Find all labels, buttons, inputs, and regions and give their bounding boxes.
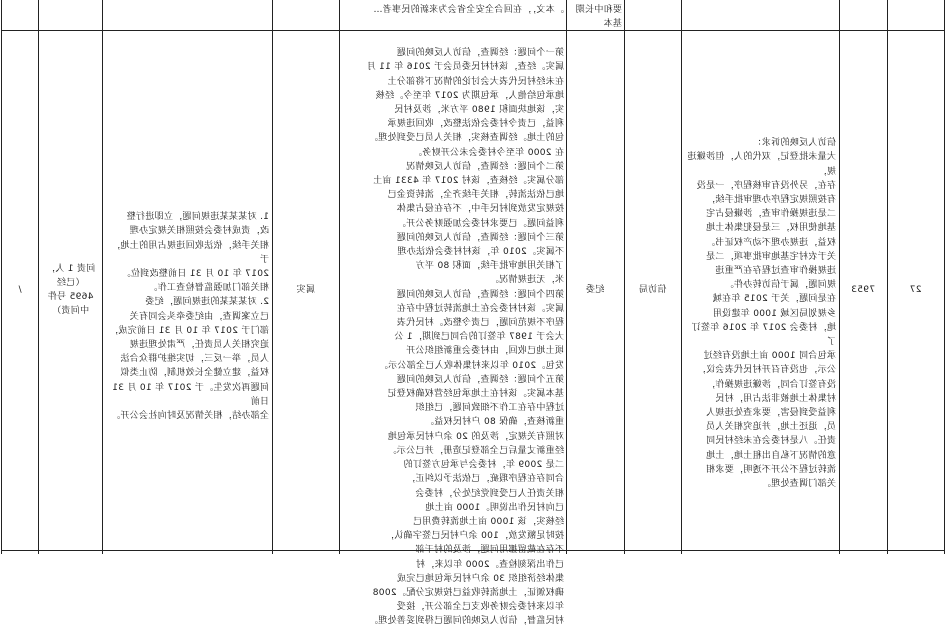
cell-measures: [106, 196, 269, 422]
case-code: 7953: [850, 284, 876, 295]
column-divider: [339, 0, 340, 554]
previous-row-fragment-right: 要和中长期基本: [575, 5, 622, 30]
cell-remark: [3, 32, 37, 548]
cell-result: [273, 32, 338, 548]
result-text: 属实: [296, 284, 315, 295]
column-divider: [102, 0, 103, 554]
cell-region: [625, 32, 680, 548]
previous-row-fragment: 。本文，，在回合全安全省会为来新的民事者…: [373, 5, 564, 15]
row-number: 27: [909, 284, 922, 295]
cell-accountability: [40, 32, 101, 548]
accountability-text: 问责 1 人， （已经 4695 号件 中问责）: [45, 263, 96, 317]
department-text: 纪委: [585, 284, 605, 295]
cell-complaint: [686, 122, 836, 490]
remark-text: /: [18, 284, 22, 295]
cell-row-number: [888, 32, 943, 548]
row-divider: [1, 30, 945, 31]
measures-text: 1. 对某某某违规问题，立即进行整 改，责成村委会按照相关规定办理 相关手续，依法收回违规占用的土地，于 2017 年 10 月 31 日前整改到位。 相关部门加强监督检查工作。 2. 对某某某的违规问题，纪委 已立案调查，由纪委牵头会同有关 部门于 2017 年 10 月 31 日前完成， 追究相关人员责任，严肃处理违规 人员，举一反三，切实维护群众合法 权益，建立健全长效机制，防止类似 问题再次发生。于 2017 年 10 月 31 日前 全部办结，相关情况及时向社会公开。: [108, 212, 269, 422]
cell-department: [567, 32, 623, 548]
region-text: 信访局: [638, 284, 667, 295]
cell-verification: [342, 32, 564, 627]
complaint-text: 信访人反映的诉求： 大量未批登记，双代的人，但涉嫌违规， 存在，另外没有审核程序，一是没 有按照规定程序办理审批手续， 二是违规操作审查，涉嫌侵占宅 基地使用权，三是侵犯集体土地 权益，违规办理不动产权证书。 关于农村宅基地审批事项，二是 违规操作审查过程存在严重违 规问题，属于信访转办件。 在是问题，关于 2015 年在城 乡规划局区域 1000 年建设用 地，村委会 2017 年 2016 年签订了 承包合同 1000 亩土地没有经过 公示，也没有召开村民代表会议， 没有签订合同，涉嫌违规操作， 村集体土地被非法占用，村民 利益受到侵害，要求查处违规人 员，退还土地，并追究相关人员 责任。八是村委会在未经村民同 意的情况下私自出租土地，土地 流转过程不公开不透明，要求相 关部门调查处理。: [687, 138, 836, 490]
cell-case-code: [840, 32, 886, 548]
previous-row-text: [568, 3, 622, 30]
table-border: [1, 0, 2, 554]
table-border: [944, 0, 945, 554]
column-divider: [681, 0, 682, 554]
previous-row-text: [342, 3, 564, 17]
column-divider: [38, 0, 39, 554]
verification-text: 第一个问题：经调查，信访人反映的问题 属实。经查，该村村民委员会于 2016 年 11 月 在未经村民代表大会讨论的情况下将部分土 地承包给他人，承包期为 2017 年至今。经核 实，该地块面积 1980 平方米，涉及村民 利益，已责令村委会依法整改，收回违规承 包的土地。经调查核实，相关人员已受到处理。 在 2000 年至今村委会未公开财务。 第二个问题：经调查，信访人反映情况 部分属实。经核查，该村 2017 年 4331 亩土 地已依法流转，相关手续齐全，流转资金已 按规定发放到村民手中，不存在侵占集体 利益问题。已要求村委会加强财务公开。 第三个问题：经调查，信访人反映的问题 不属实。2010 年，该村村委会依法办理 了相关用地审批手续，面积 80 平方 米，无违规情况。 第四个问题：经调查，信访人反映的问题 属实。该村村委会在土地流转过程中存在 程序不规范问题，已责令整改。村民代表 大会于 1987 年签订的合同已到期，1 公 顷土地已收回，由村委会重新组织公开 发包。2010 年以来村集体收入已全部公示。 第五个问题：经调查，信访人反映的问题 基本属实。该村在土地承包经营权确权登记 过程中存在工作不细致问题，已组织 重新核查，确保 80 户村民权益。 对照有关规定，涉及的 20 余户村民承包地 经重新丈量后已全部登记造册，并已公示。 二是 2009 年，村委会与承包方签订的 合同存在程序瑕疵，已依法予以纠正， 相关责任人已受到党纪处分，村委会 已向村民作出说明。1000 亩土地 经核实，该 1000 亩土地流转费用已 按时足额发放，100 余户村民已签字确认， 不存在截留挪用问题，涉及的村干部 已作出深刻检查。2000 年以来，村 集体经济组织 30 余户村民承包地已完成 确权颁证，土地流转收益已按规定分配。2008 年以来村委会财务收支已全部公开，接受 村民监督，信访人反映的问题已得到妥善处理。: [366, 48, 564, 627]
